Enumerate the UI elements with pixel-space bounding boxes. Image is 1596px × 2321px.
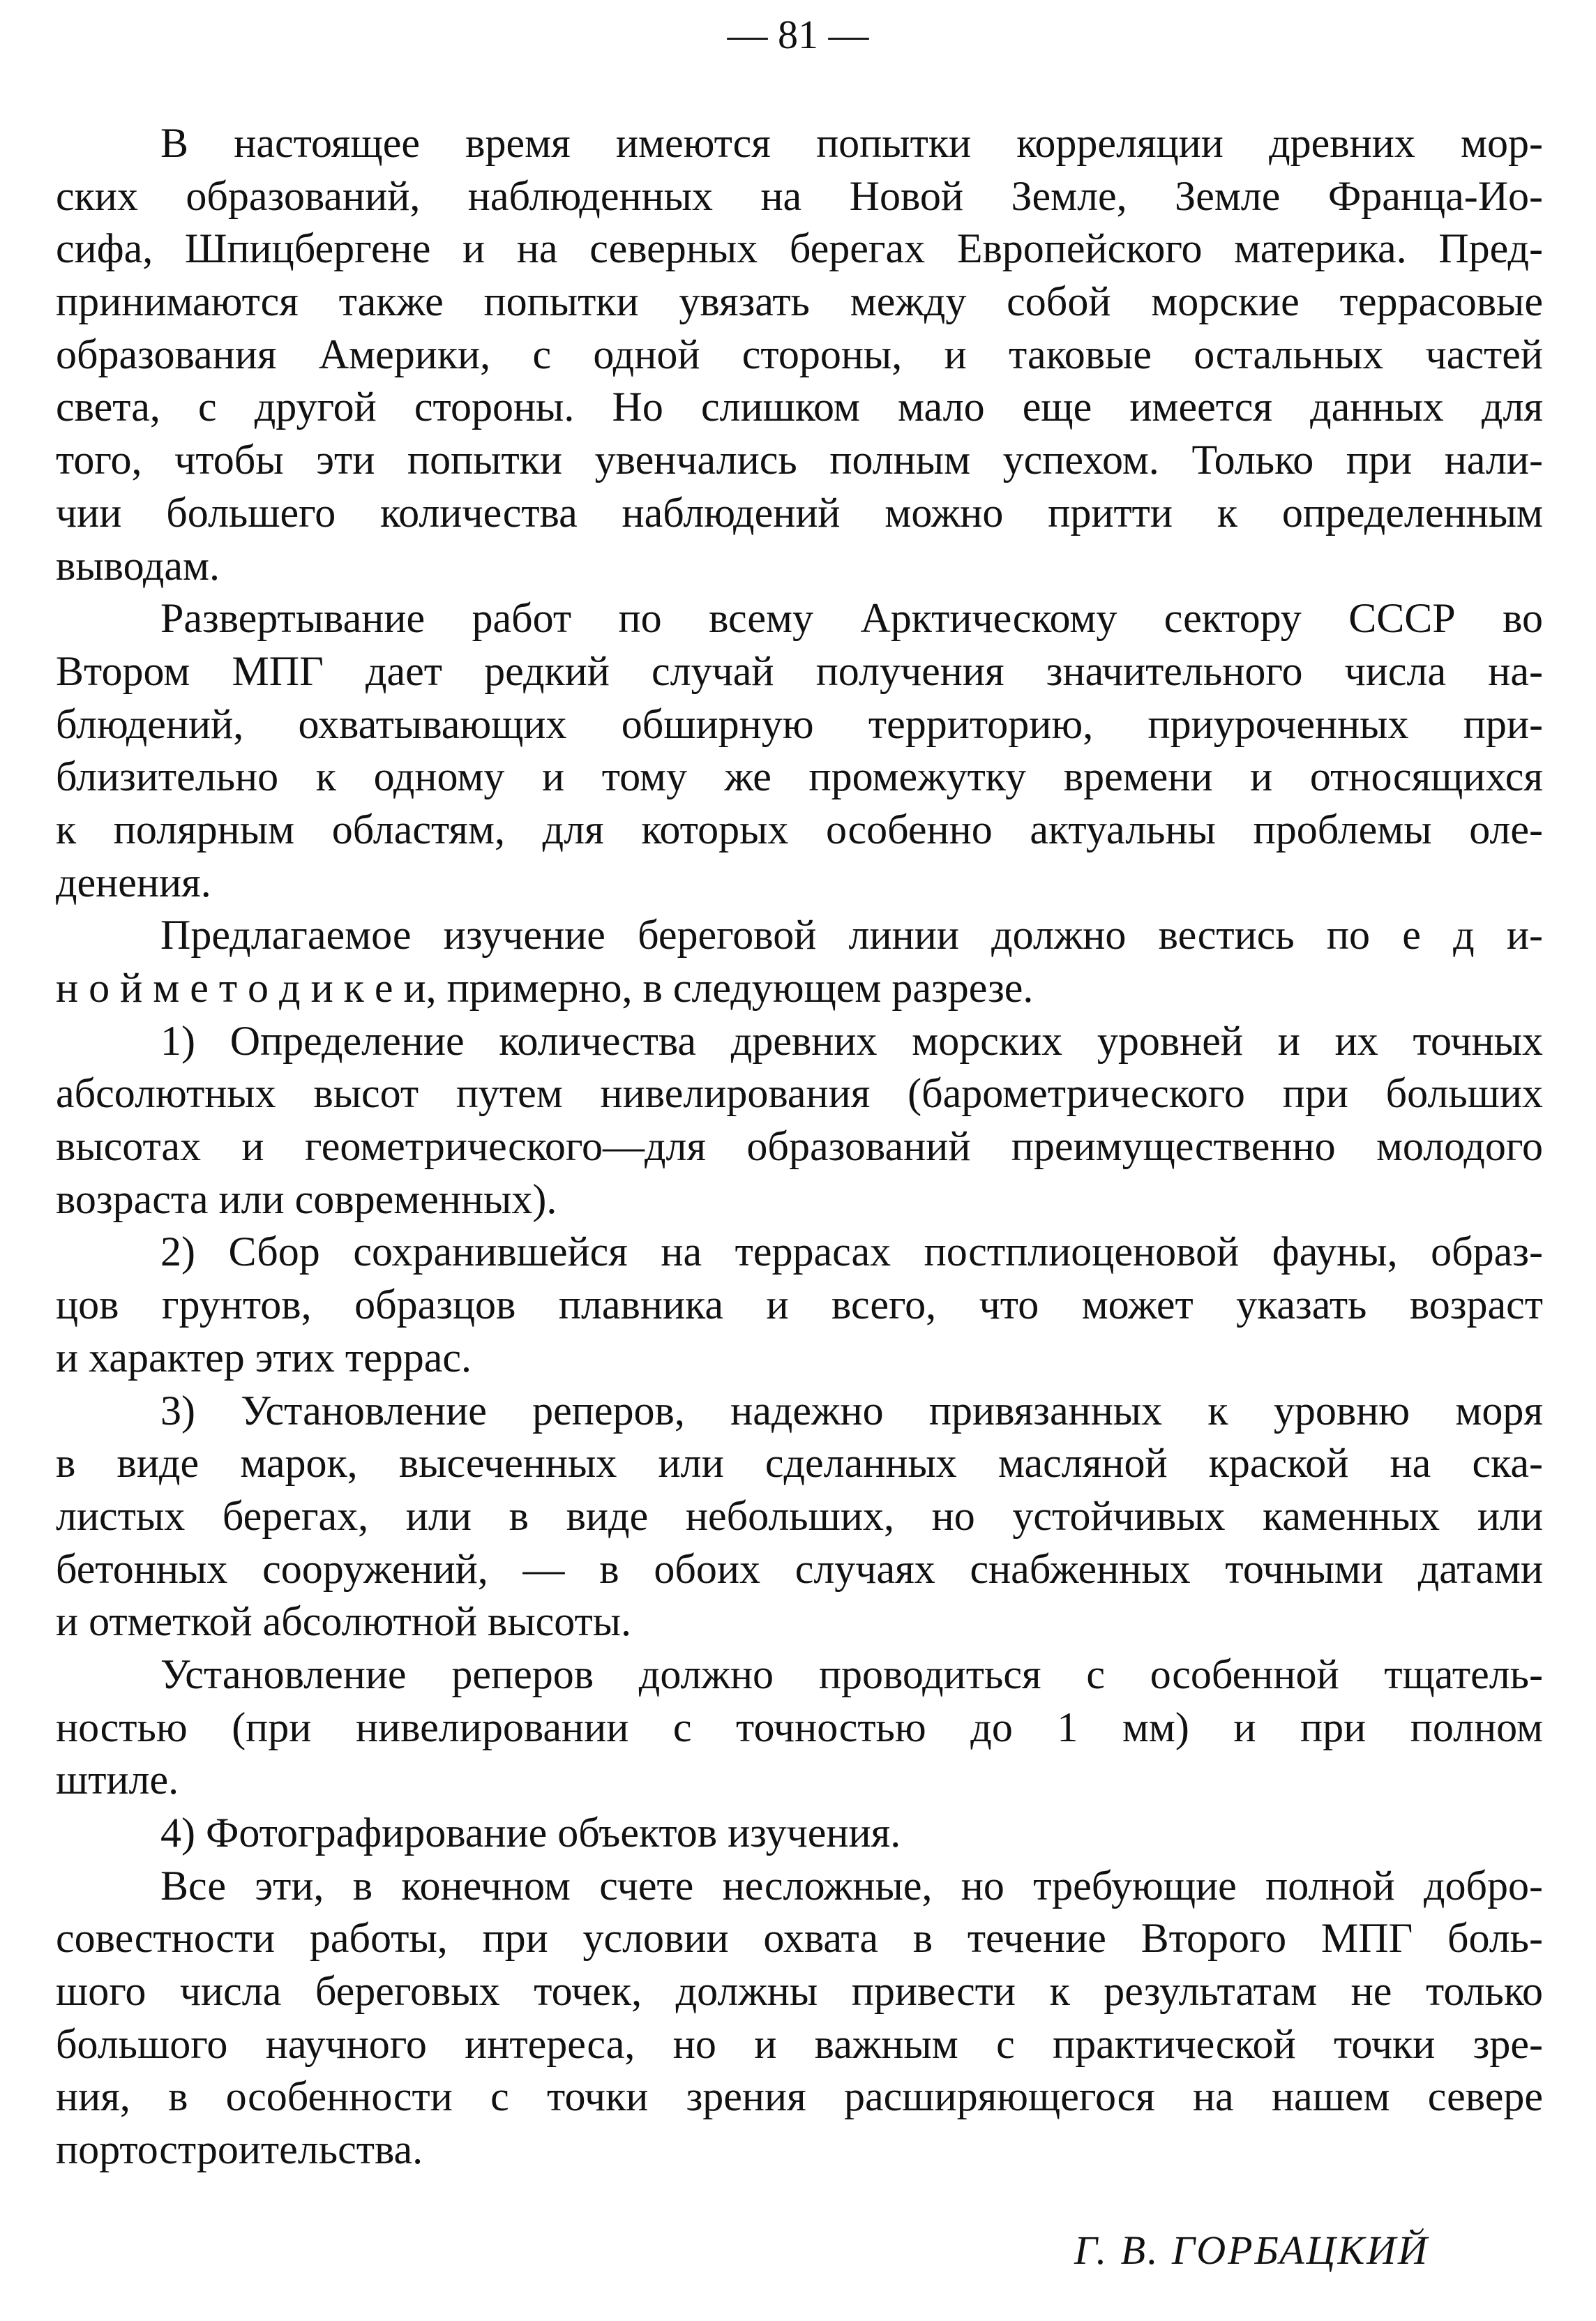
text-line: Втором МПГ дает редкий случай получения значительного числа на-: [56, 647, 1543, 694]
text-line: к полярным областям, для которых особенно актуальны проблемы оле-: [56, 806, 1543, 852]
text-line: цов грунтов, образцов плавника и всего, что может указать возраст: [56, 1282, 1543, 1328]
text-line: света, с другой стороны. Но слишком мало еще имеется данных для: [56, 384, 1543, 430]
text-line: бетонных сооружений, — в обоих случаях снабженных точными датами: [56, 1545, 1543, 1592]
text-line: 4) Фотографирование объектов изучения.: [160, 1810, 901, 1856]
text-line: близительно к одному и тому же промежутку времени и относящихся: [56, 753, 1543, 800]
text-line: 1) Определение количества древних морских уровней и их точных: [160, 1017, 1543, 1064]
text-line: н о й м е т о д и к е и, примерно, в следующем разрезе.: [56, 965, 1034, 1011]
text-line: того, чтобы эти попытки увенчались полным успехом. Только при нали-: [56, 437, 1543, 483]
text-line: сифа, Шпицбергене и на северных берегах Европейского материка. Пред-: [56, 225, 1543, 272]
text-line: принимаются также попытки увязать между собой морские террасовые: [56, 278, 1543, 325]
text-line: чии большего количества наблюдений можно притти к определенным: [56, 489, 1543, 536]
paragraph: [56, 1385, 1543, 1648]
text-line: Предлагаемое изучение береговой линии должно вестись по е д и-: [160, 912, 1543, 959]
paragraph: [56, 1015, 1543, 1226]
text-line: 3) Установление реперов, надежно привязанных к уровню моря: [160, 1387, 1543, 1434]
body-text: [56, 117, 1543, 2177]
text-line: абсолютных высот путем нивелирования (барометрического при больших: [56, 1070, 1543, 1117]
text-line: 2) Сбор сохранившейся на террасах постплиоценовой фауны, образ-: [160, 1229, 1543, 1275]
text-line: и характер этих террас.: [56, 1334, 472, 1381]
paragraph: [56, 1226, 1543, 1384]
paragraph: [56, 909, 1543, 1014]
text-line: штиле.: [56, 1757, 179, 1803]
text-line: выводам.: [56, 542, 220, 589]
paragraph: [56, 592, 1543, 909]
text-line: блюдений, охватывающих обширную территорию, приуроченных при-: [56, 700, 1543, 747]
text-line: образования Америки, с одной стороны, и таковые остальных частей: [56, 331, 1543, 377]
text-line: совестности работы, при условии охвата в течение Второго МПГ боль-: [56, 1915, 1543, 1962]
page-number: — 81 —: [727, 12, 869, 57]
text-line: шого числа береговых точек, должны привести к результатам не только: [56, 1968, 1543, 2015]
text-line: портостроительства.: [56, 2126, 423, 2173]
paragraph: [56, 1648, 1543, 1807]
text-line: возраста или современных).: [56, 1175, 557, 1222]
text-line: ностью (при нивелировании с точностью до 1 мм) и при полном: [56, 1704, 1543, 1750]
text-line: В настоящее время имеются попытки корреляции древних мор-: [160, 120, 1543, 166]
text-line: высотах и геометрического—для образований преимущественно молодого: [56, 1123, 1543, 1170]
paragraph: [56, 1807, 1543, 1860]
text-line: ния, в особенности с точки зрения расширяющегося на нашем севере: [56, 2073, 1543, 2120]
text-line: Все эти, в конечном счете несложные, но требующие полной добро-: [160, 1862, 1543, 1909]
text-line: в виде марок, высеченных или сделанных масляной краской на ска-: [56, 1440, 1543, 1487]
text-line: денения.: [56, 859, 211, 906]
paragraph: [56, 117, 1543, 592]
text-line: листых берегах, или в виде небольших, но устойчивых каменных или: [56, 1492, 1543, 1539]
text-line: Установление реперов должно проводиться с особенной тщатель-: [160, 1651, 1543, 1697]
text-line: и отметкой абсолютной высоты.: [56, 1598, 631, 1645]
paragraph: [56, 1860, 1543, 2177]
author-signature: Г. В. ГОРБАЦКИЙ: [1074, 2228, 1429, 2273]
text-line: Развертывание работ по всему Арктическому сектору СССР во: [160, 595, 1543, 642]
text-line: ских образований, наблюденных на Новой Земле, Земле Франца-Ио-: [56, 172, 1543, 219]
text-line: большого научного интереса, но и важным с практической точки зре-: [56, 2020, 1543, 2067]
